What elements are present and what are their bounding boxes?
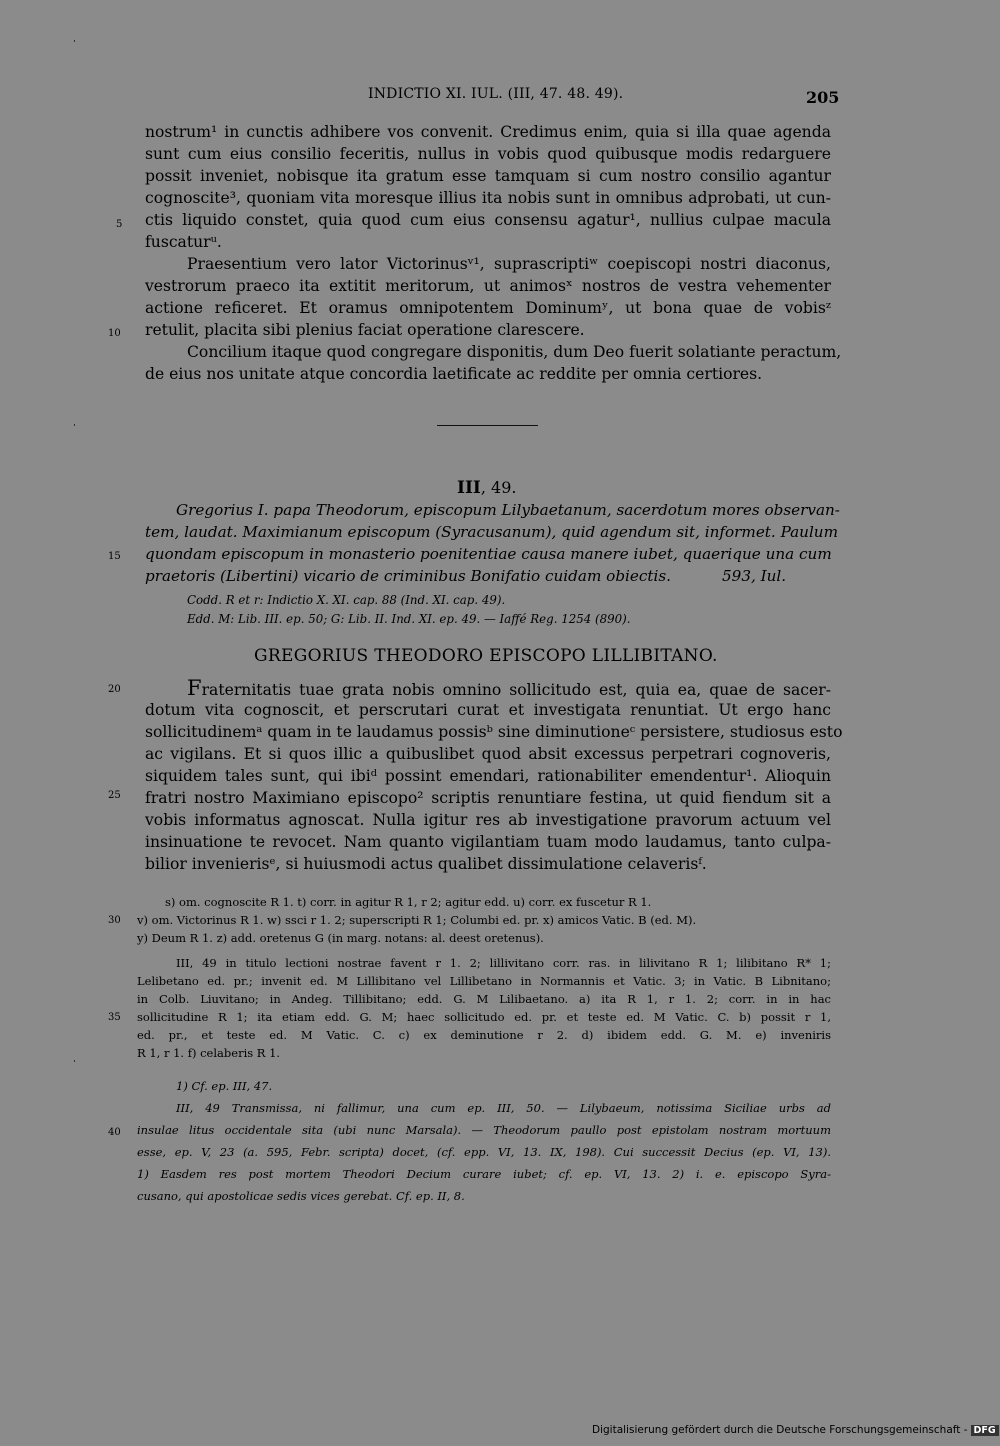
letter-line: dotum vita cognoscit, et perscrutari curat et investigata renuntiat. Ut ergo hanc — [145, 701, 831, 719]
scan-speck — [74, 424, 75, 426]
body-line: Concilium itaque quod congregare disponitis, dum Deo fuerit solatiante peractum, — [187, 343, 842, 361]
apparatus-line: Lelibetano ed. pr.; invenit ed. M Lillibitano vel Lillibetano in Normannis et Vatic. 3; in Vatic. B Libnitano; — [137, 974, 831, 988]
body-line: cognoscite³, quoniam vita moresque illius ita nobis sunt in omnibus adprobati, ut cun- — [145, 189, 831, 207]
note-line: 1) Cf. ep. III, 47. — [176, 1079, 273, 1093]
note-line: esse, ep. V, 23 (a. 595, Febr. scripta) docet, (cf. epp. VI, 13. IX, 198). Cui successit Decius (ep. VI, 13). — [137, 1145, 831, 1159]
body-line: sunt cum eius consilio feceritis, nullus in vobis quod quibusque modis redarguere — [145, 145, 831, 163]
regest-line: quondam episcopum in monasterio poenitentiae causa manere iubet, quaerique una cum — [145, 545, 832, 563]
body-line: ctis liquido constet, quia quod cum eius consensu agatur¹, nullius culpae macula — [145, 211, 831, 229]
body-line: de eius nos unitate atque concordia laetificate ac reddite per omnia certiores. — [145, 365, 763, 383]
scan-speck — [74, 40, 75, 42]
letter-line: vobis informatus agnoscat. Nulla igitur res ab investigatione pravorum actuum vel — [145, 811, 831, 829]
note-line: III, 49 Transmissa, ni fallimur, una cum ep. III, 50. — Lilybaeum, notissima Siciliae urbs ad — [176, 1101, 831, 1115]
codices-line: Codd. R et r: Indictio X. XI. cap. 88 (Ind. XI. cap. 49). — [187, 593, 506, 607]
apparatus-line: III, 49 in titulo lectioni nostrae favent r 1. 2; lillivitano corr. ras. in lilivitano R 1; lilibitano R* 1; — [176, 956, 831, 970]
letter-line: ac vigilans. Et si quos illic a quibuslibet quod absit excessus perpetrari cognoveris, — [145, 745, 831, 763]
line-number: 35 — [108, 1012, 121, 1023]
regest-line: praetoris (Libertini) vicario de criminibus Bonifatio cuidam obiectis. — [145, 567, 671, 585]
line-number: 5 — [116, 219, 123, 230]
scan-speck — [74, 1060, 75, 1062]
note-line: insulae litus occidentale sita (ubi nunc Marsala). — Theodorum paullo post epistolam nostram mortuum — [137, 1123, 831, 1137]
letter-line: fratri nostro Maximiano episcopo² scriptis renuntiare festina, ut quid fiendum sit a — [145, 789, 831, 807]
letter-line: siquidem tales sunt, qui ibiᵈ possint emendari, rationabiliter emendentur¹. Alioquin — [145, 767, 831, 785]
letter-title: GREGORIUS THEODORO EPISCOPO LILLIBITANO. — [254, 646, 718, 666]
apparatus-line: v) om. Victorinus R 1. w) ssci r 1. 2; superscripti R 1; Columbi ed. pr. x) amicos Vatic. B (ed. M). — [137, 913, 697, 927]
apparatus-line: s) om. cognoscite R 1. t) corr. in agitur R 1, r 2; agitur edd. u) corr. ex fuscetur R 1. — [165, 895, 652, 909]
note-line: 1) Easdem res post mortem Theodori Decium curare iubet; cf. ep. VI, 13. 2) i. e. episcopo Syra- — [137, 1167, 831, 1181]
letter-line: sollicitudinemᵃ quam in te laudamus possisᵇ sine diminutioneᶜ persistere, studiosus esto — [145, 723, 843, 741]
line-number: 25 — [108, 790, 121, 801]
regest-line: Gregorius I. papa Theodorum, episcopum Lilybaetanum, sacerdotum mores observan- — [176, 501, 840, 519]
body-line: nostrum¹ in cunctis adhibere vos convenit. Credimus enim, quia si illa quae agenda — [145, 123, 831, 141]
body-line: vestrorum praeco ita extitit meritorum, ut animosˣ nostros de vestra vehementer — [145, 277, 831, 295]
line-number: 20 — [108, 684, 121, 695]
body-line: retulit, placita sibi plenius faciat operatione clarescere. — [145, 321, 585, 339]
line-number: 30 — [108, 915, 121, 926]
regest-line: tem, laudat. Maximianum episcopum (Syracusanum), quid agendum sit, informet. Paulum — [145, 523, 838, 541]
apparatus-line: y) Deum R 1. z) add. oretenus G (in marg. notans: al. deest oretenus). — [137, 931, 544, 945]
editions-line: Edd. M: Lib. III. ep. 50; G: Lib. II. Ind. XI. ep. 49. — Iaffé Reg. 1254 (890). — [187, 612, 631, 626]
apparatus-line: R 1, r 1. f) celaberis R 1. — [137, 1046, 281, 1060]
body-line: possit inveniet, nobisque ita gratum esse tamquam si cum nostro consilio agantur — [145, 167, 831, 185]
letter-line: bilior invenierisᵉ, si huiusmodi actus qualibet dissimulatione celaverisᶠ. — [145, 855, 707, 873]
regest-date: 593, Iul. — [722, 567, 787, 585]
section-divider — [437, 425, 538, 426]
drop-capital: F — [187, 676, 202, 700]
digitization-credit: Digitalisierung gefördert durch die Deutsche Forschungsgemeinschaft - DFG — [592, 1424, 999, 1436]
letter-line: insinuatione te revocet. Nam quanto vigilantiam tuam modo laudamus, tanto culpa- — [145, 833, 831, 851]
line-number: 40 — [108, 1127, 121, 1138]
body-line: actione reficeret. Et oramus omnipotentem Dominumʸ, ut bona quae de vobisᶻ — [145, 299, 831, 317]
apparatus-line: in Colb. Liuvitano; in Andeg. Tillibitano; edd. G. M Lilibaetano. a) ita R 1, r 1. 2; corr. in in hac — [137, 992, 831, 1006]
note-line: cusano, qui apostolicae sedis vices gerebat. Cf. ep. II, 8. — [137, 1189, 465, 1203]
dfg-logo: DFG — [971, 1425, 999, 1436]
running-head: INDICTIO XI. IUL. (III, 47. 48. 49). — [368, 86, 624, 102]
letter-line: Fraternitatis tuae grata nobis omnino sollicitudo est, quia ea, quae de sacer- — [187, 676, 831, 700]
apparatus-line: ed. pr., et teste ed. M Vatic. C. c) ex deminutione r 2. d) ibidem edd. G. M. e) inveniris — [137, 1028, 831, 1042]
line-number: 10 — [108, 328, 121, 339]
page-number: 205 — [806, 88, 840, 107]
line-number: 15 — [108, 551, 121, 562]
letter-number: III, 49. — [457, 478, 517, 498]
apparatus-line: sollicitudine R 1; ita etiam edd. G. M; haec sollicitudo ed. pr. et teste ed. M Vatic. C. b) possit r 1, — [137, 1010, 831, 1024]
body-line: Praesentium vero lator Victorinusᵛ¹, suprascriptiʷ coepiscopi nostri diaconus, — [187, 255, 831, 273]
body-line: fuscaturᵘ. — [145, 233, 222, 251]
